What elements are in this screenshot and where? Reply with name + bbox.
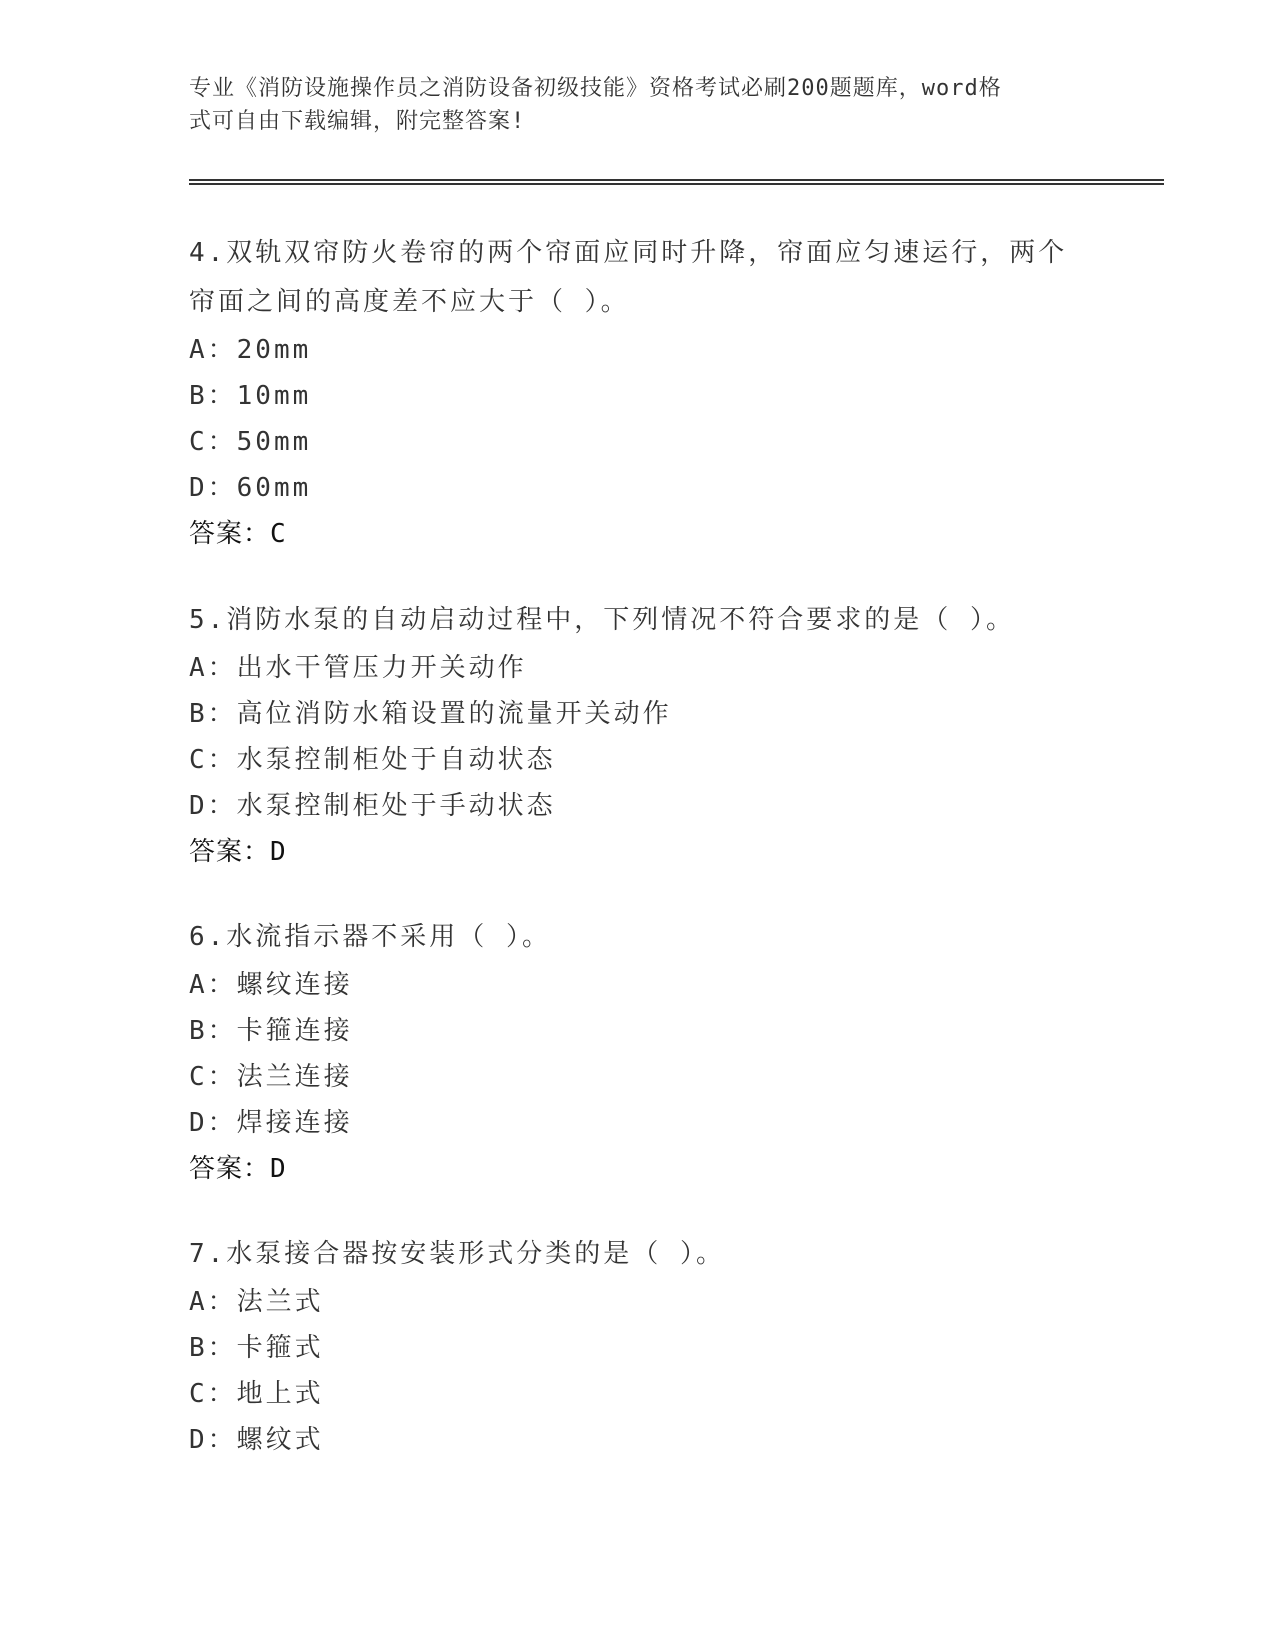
answer-label: 答案： — [189, 519, 271, 549]
answer-label: 答案： — [189, 837, 271, 867]
answer-line — [189, 511, 1089, 557]
option-b: B：10mm — [189, 381, 312, 411]
question-stem-line: 6.水流指示器不采用（ ）。 — [189, 922, 551, 952]
option-c: C：50mm — [189, 427, 312, 457]
header-divider-bottom — [189, 183, 1164, 185]
option-a: A：出水干管压力开关动作 — [189, 653, 527, 683]
option-b: B：卡箍连接 — [189, 1016, 353, 1046]
option-d: D：60mm — [189, 473, 312, 503]
answer-value: C — [270, 519, 287, 549]
question-5 — [189, 596, 1089, 875]
option-d: D：水泵控制柜处于手动状态 — [189, 791, 556, 821]
option-a: A：法兰式 — [189, 1287, 324, 1317]
option-d: D：螺纹式 — [189, 1425, 324, 1455]
answer-value: D — [270, 837, 287, 867]
answer-label: 答案： — [189, 1154, 271, 1184]
question-4 — [189, 229, 1089, 557]
question-6 — [189, 913, 1089, 1192]
answer-line — [189, 829, 1089, 875]
answer-line — [189, 1146, 1089, 1192]
question-stem-line: 帘面之间的高度差不应大于（ ）。 — [189, 287, 630, 317]
document-header — [189, 72, 1089, 138]
header-line-1: 专业《消防设施操作员之消防设备初级技能》资格考试必刷200题题库，word格 — [189, 76, 1002, 101]
answer-value: D — [270, 1154, 287, 1184]
option-c: C：地上式 — [189, 1379, 324, 1409]
option-b: B：卡箍式 — [189, 1333, 324, 1363]
option-d: D：焊接连接 — [189, 1108, 353, 1138]
option-c: C：水泵控制柜处于自动状态 — [189, 745, 556, 775]
option-c: C：法兰连接 — [189, 1062, 353, 1092]
header-line-2: 式可自由下载编辑，附完整答案! — [189, 109, 526, 134]
question-7 — [189, 1230, 1089, 1463]
option-a: A：螺纹连接 — [189, 970, 353, 1000]
question-stem-line: 4.双轨双帘防火卷帘的两个帘面应同时升降，帘面应匀速运行，两个 — [189, 238, 1068, 268]
header-divider-top — [189, 179, 1164, 181]
question-stem-line: 5.消防水泵的自动启动过程中，下列情况不符合要求的是（ ）。 — [189, 605, 1015, 635]
question-stem-line: 7.水泵接合器按安装形式分类的是（ ）。 — [189, 1239, 725, 1269]
option-b: B：高位消防水箱设置的流量开关动作 — [189, 699, 672, 729]
option-a: A：20mm — [189, 335, 312, 365]
